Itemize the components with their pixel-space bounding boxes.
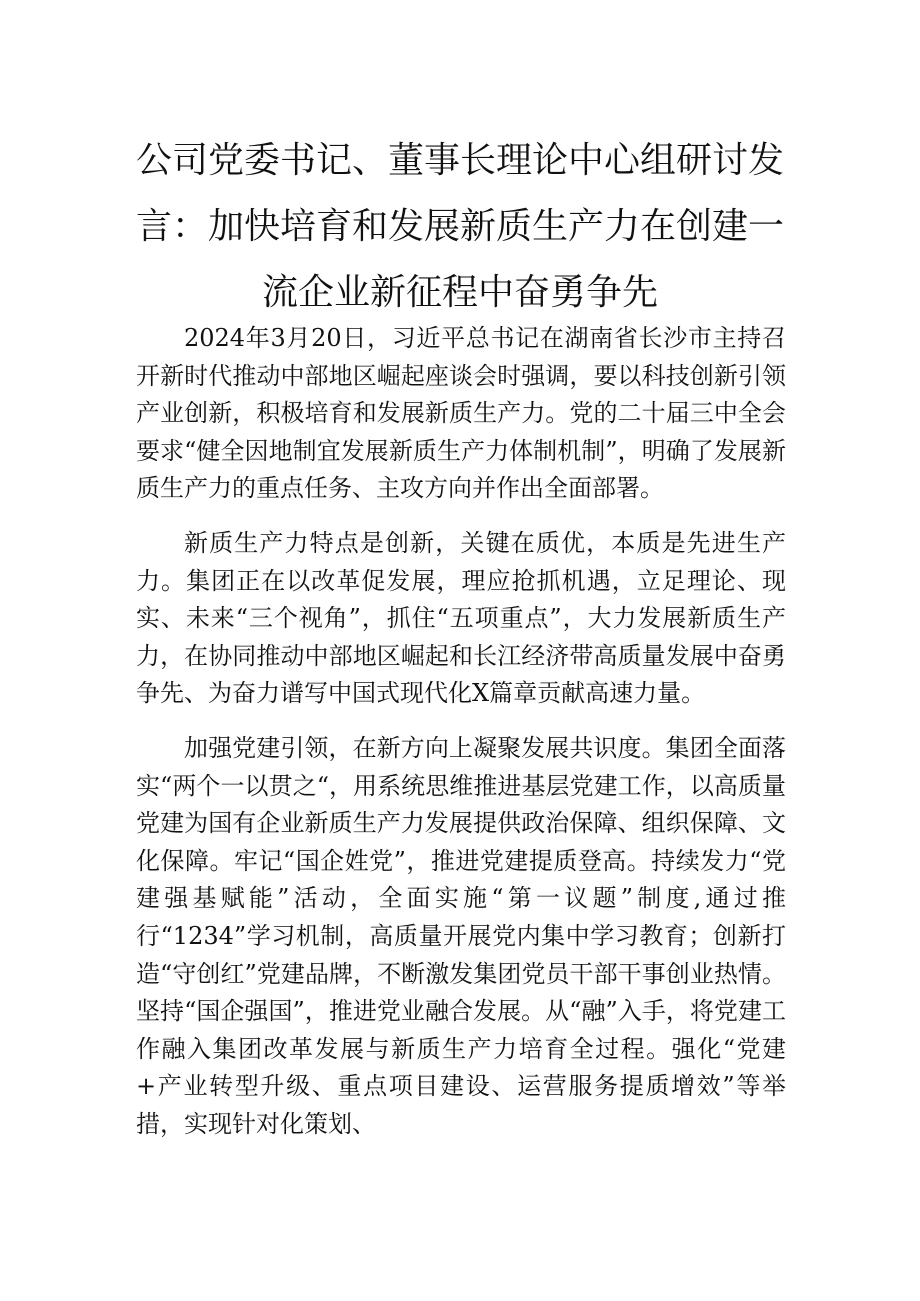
document-body: [136, 320, 786, 1143]
title-line-3: 流企业新征程中奋勇争先: [261, 272, 658, 313]
title-line-1: 公司党委书记、董事长理论中心组研讨发: [135, 140, 784, 181]
paragraph-3: 加强党建引领，在新方向上凝聚发展共识度。集团全面落实“两个一以贯之“，用系统思维推进基层党建工作，以高质量党建为国有企业新质生产力发展提供政治保障、组织保障、文化保障。牢记“国企姓党”，推进党建提质登高。持续发力“党建强基赋能”活动，全面实施“第一议题”制度,通过推行“1234”学习机制，高质量开展党内集中学习教育；创新打造“守创红”党建品牌，不断激发集团党员干部干事创业热情。坚持“国企强国”，推进党业融合发展。从“融”入手，将党建工作融入集团改革发展与新质生产力培育全过程。强化“党建+产业转型升级、重点项目建设、运营服务提质增效”等举措，实现针对化策划、: [136, 733, 786, 1138]
document-title: [130, 128, 790, 326]
paragraph-1: 2024年3月20日，习近平总书记在湖南省长沙市主持召开新时代推动中部地区崛起座谈会时强调，要以科技创新引领产业创新，积极培育和发展新质生产力。党的二十届三中全会要求“健全因地制宜发展新质生产力体制机制”，明确了发展新质生产力的重点任务、主攻方向并作出全面部署。: [136, 324, 786, 503]
title-line-2: 言：加快培育和发展新质生产力在创建一: [135, 206, 784, 247]
paragraph-2: 新质生产力特点是创新，关键在质优，本质是先进生产力。集团正在以改革促发展，理应抢抓机遇，立足理论、现实、未来“三个视角”，抓住“五项重点”，大力发展新质生产力，在协同推动中部地区崛起和长江经济带高质量发展中奋勇争先、为奋力谱写中国式现代化X篇章贡献高速力量。: [136, 528, 786, 708]
